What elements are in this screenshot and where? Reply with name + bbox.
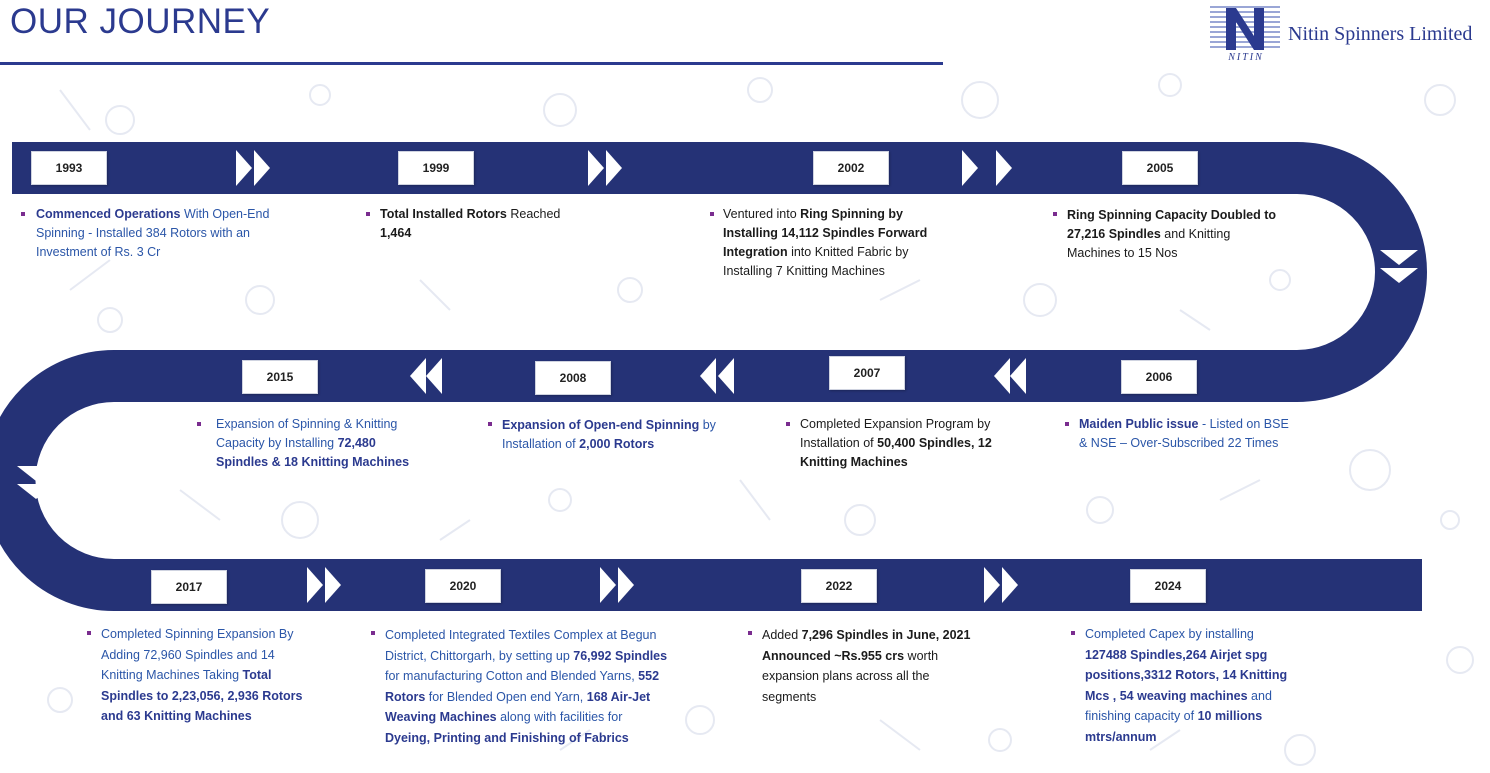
year-box-2015: 2015: [242, 360, 318, 394]
milestone-2007-text: [800, 415, 1000, 472]
bullet-icon: [87, 631, 91, 635]
bullet-icon: [197, 422, 201, 426]
milestone-segment: and finishing capacity of: [1085, 688, 1272, 723]
bullet-icon: [710, 212, 714, 216]
milestone-2005-text: [1067, 206, 1282, 263]
milestone-highlight: Dyeing, Printing and Finishing of Fabrics: [385, 730, 629, 745]
milestone-segment: Ventured into: [723, 207, 801, 221]
milestone-segment: Reached: [506, 207, 561, 221]
milestone-1999-text: [380, 205, 580, 243]
year-box-2007: 2007: [829, 356, 905, 390]
milestone-highlight: 2,000 Rotors: [579, 437, 655, 451]
milestone-highlight: Ring Spinning Capacity Doubled to 27,216 Spindles: [1067, 208, 1277, 241]
page-title: OUR JOURNEY: [10, 2, 271, 41]
bullet-icon: [748, 631, 752, 635]
milestone-2022-text: [762, 625, 977, 707]
year-box-2024: 2024: [1130, 569, 1206, 603]
milestone-1993-text: [36, 205, 286, 262]
milestone-segment: worth expansion plans across all the segments: [762, 648, 939, 704]
milestone-segment: Completed Integrated Textiles Complex at Begun District, Chittorgarh, by setting up: [385, 628, 657, 663]
milestone-segment: With Open-End Spinning - Installed 384 Rotors with an Investment of Rs. 3 Cr: [36, 207, 270, 259]
year-box-2008: 2008: [535, 361, 611, 395]
milestone-highlight: 72,480 Spindles & 18 Knitting Machines: [216, 436, 410, 469]
year-box-2017: 2017: [151, 570, 227, 604]
milestone-segment: - Listed on BSE & NSE – Over-Subscribed 22 Times: [1079, 417, 1289, 450]
milestone-2006-text: [1079, 415, 1294, 453]
year-box-2005: 2005: [1122, 151, 1198, 185]
milestone-highlight: Expansion of Open-end Spinning: [502, 418, 700, 432]
milestone-segment: along with facilities for: [496, 710, 623, 724]
bullet-icon: [371, 631, 375, 635]
milestone-highlight: 10 millions mtrs/annum: [1085, 709, 1263, 744]
milestone-highlight: 50,400 Spindles, 12 Knitting Machines: [800, 436, 992, 469]
milestone-2008-text: [502, 416, 732, 454]
milestone-2020-text: [385, 625, 670, 748]
bullet-icon: [1065, 422, 1069, 426]
logo-tagline: NITIN: [1228, 52, 1264, 63]
year-box-1993: 1993: [31, 151, 107, 185]
year-box-2020: 2020: [425, 569, 501, 603]
bullet-icon: [366, 212, 370, 216]
milestone-segment: for Blended Open end Yarn,: [425, 689, 587, 704]
bullet-icon: [1053, 212, 1057, 216]
company-name: Nitin Spinners Limited: [1288, 23, 1473, 45]
milestone-segment: into Knitted Fabric by Installing 7 Knitting Machines: [723, 245, 909, 278]
bullet-icon: [1071, 631, 1075, 635]
milestone-highlight: 552 Rotors: [385, 669, 660, 704]
bullet-icon: [21, 212, 25, 216]
milestone-2024-text: [1085, 624, 1295, 747]
milestone-highlight: Commenced Operations: [36, 207, 181, 221]
year-box-1999: 1999: [398, 151, 474, 185]
bullet-icon: [488, 422, 492, 426]
milestone-highlight: Maiden Public issue: [1079, 417, 1199, 431]
milestone-segment: and Knitting Machines to 15 Nos: [1067, 227, 1231, 260]
milestone-segment: for manufacturing Cotton and Blended Yarns,: [385, 669, 639, 683]
milestone-highlight: 76,992 Spindles: [573, 648, 668, 663]
milestone-highlight: Total Installed Rotors: [380, 207, 507, 221]
milestone-segment: Expansion of Spinning & Knitting Capacity by Installing: [216, 417, 398, 450]
bullet-icon: [786, 422, 790, 426]
milestone-highlight: 168 Air-Jet Weaving Machines: [385, 689, 651, 724]
milestone-segment: Completed Expansion Program by Installation of: [800, 417, 991, 450]
milestone-2017-text: [101, 624, 316, 727]
year-box-2002: 2002: [813, 151, 889, 185]
milestone-highlight: Total Spindles to 2,23,056, 2,936 Rotors and 63 Knitting Machines: [101, 668, 303, 723]
milestone-highlight: 127488 Spindles,264 Airjet spg positions,3312 Rotors, 14 Knitting Mcs , 54 weaving machines: [1085, 647, 1288, 703]
milestone-segment: Completed Spinning Expansion By Adding 72,960 Spindles and 14 Knitting Machines Taking: [101, 627, 294, 682]
milestone-highlight: 7,296 Spindles in June, 2021 Announced ~Rs.955 crs: [762, 628, 971, 663]
milestone-2002-text: [723, 205, 938, 281]
milestone-segment: Added: [762, 628, 802, 642]
milestone-segment: by Installation of: [502, 418, 716, 451]
milestone-segment: Completed Capex by installing: [1085, 627, 1254, 641]
year-box-2006: 2006: [1121, 360, 1197, 394]
milestone-highlight: Ring Spinning by Installing 14,112 Spindles Forward Integration: [723, 207, 928, 259]
milestone-highlight: 1,464: [380, 226, 412, 240]
year-box-2022: 2022: [801, 569, 877, 603]
milestone-2015-text: [216, 415, 421, 472]
